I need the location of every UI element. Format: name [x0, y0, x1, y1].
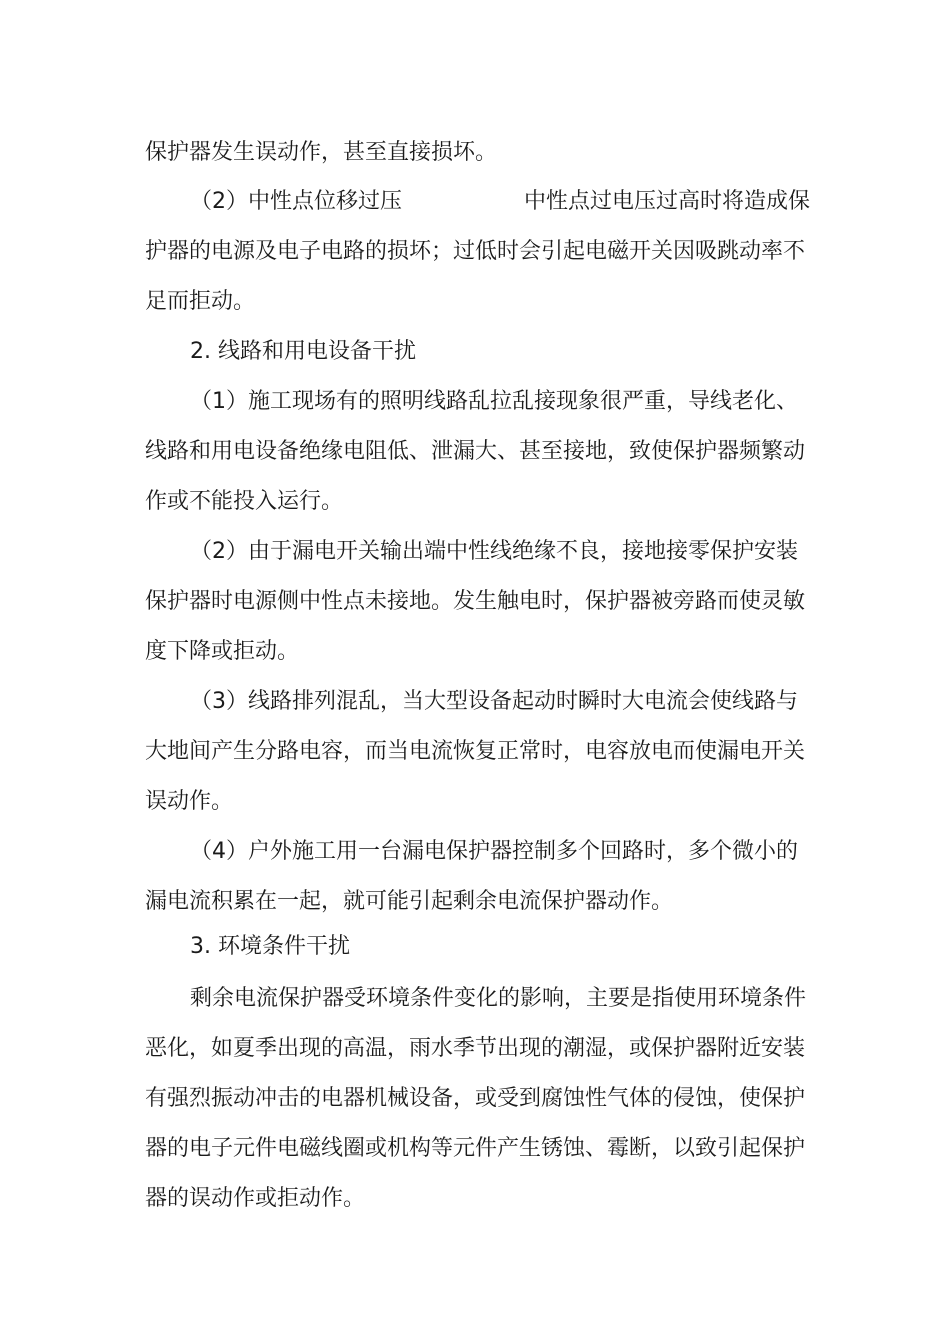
section-heading-environment: 3. 环境条件干扰	[190, 934, 350, 959]
paragraph-head: （2）中性点位移过压	[190, 189, 402, 214]
paragraph-multiple-circuits: （4）户外施工用一台漏电保护器控制多个回路时，多个微小的漏电流积累在一起，就可能引起剩余电流保护器动作。	[145, 839, 798, 914]
paragraph-body: 中性点过电压过高时将造成保护器的电源及电子电路的损坏；过低时会引起电磁开关因吸跳动率不足而拒动。	[145, 189, 811, 314]
paragraph-continuation: 保护器发生误动作，甚至直接损坏。	[145, 140, 498, 165]
paragraph-environment-conditions: 剩余电流保护器受环境条件变化的影响，主要是指使用环境条件恶化，如夏季出现的高温，雨水季节出现的潮湿，或保护器附近安装有强烈振动冲击的电器机械设备，或受到腐蚀性气体的侵蚀，使保护器的电子元件电磁线圈或机构等元件产生锈蚀、霉断，以致引起保护器的误动作或拒动作。	[145, 986, 807, 1211]
section-heading-line-interference: 2. 线路和用电设备干扰	[190, 339, 416, 364]
paragraph-neutral-insulation: （2）由于漏电开关输出端中性线绝缘不良，接地接零保护安装保护器时电源侧中性点未接地。发生触电时，保护器被旁路而使灵敏度下降或拒动。	[145, 539, 806, 664]
paragraph-line-arrangement: （3）线路排列混乱，当大型设备起动时瞬时大电流会使线路与大地间产生分路电容，而当电流恢复正常时，电容放电而使漏电开关误动作。	[145, 689, 806, 814]
paragraph-neutral-overvoltage	[145, 177, 815, 327]
paragraph-lighting-wiring: （1）施工现场有的照明线路乱拉乱接现象很严重，导线老化、线路和用电设备绝缘电阻低、泄漏大、甚至接地，致使保护器频繁动作或不能投入运行。	[145, 389, 806, 514]
